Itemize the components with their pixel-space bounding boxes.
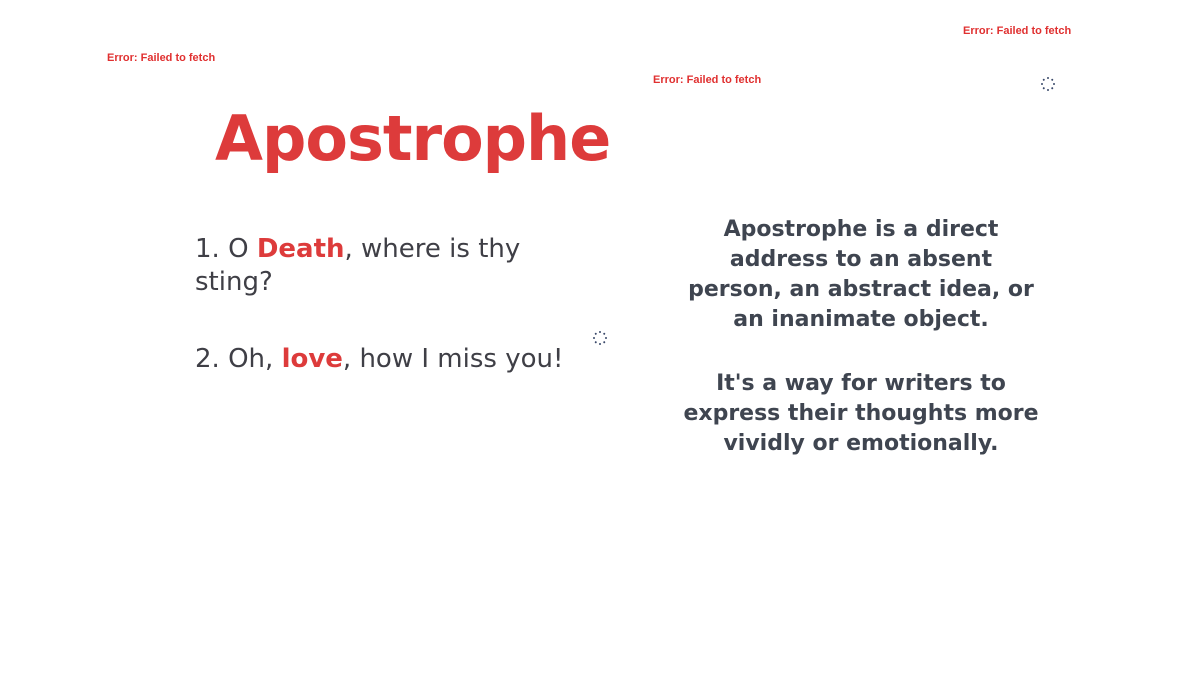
example-text-after: , how I miss you! (342, 344, 564, 374)
error-toast: Error: Failed to fetch (963, 25, 1072, 37)
explanation-text: It's a way for writers to express their thoughts more vividly or emotionally. (683, 371, 1039, 456)
page-title: Apostrophe (215, 102, 611, 175)
definition-text: Apostrophe is a direct address to an absent person, an abstract idea, or an inanimate object. (688, 217, 1034, 332)
example-text-before: O (228, 234, 257, 264)
list-item (195, 233, 585, 299)
example-highlight: Death (256, 234, 345, 264)
loading-spinner-icon (1041, 77, 1055, 91)
loading-spinner-icon (593, 331, 607, 345)
example-text-after: , where is thy sting? (195, 234, 521, 297)
error-toast: Error: Failed to fetch (107, 52, 216, 64)
list-item (195, 343, 585, 376)
example-list (195, 233, 585, 376)
example-number: 1. (195, 234, 229, 264)
example-number: 2. (195, 344, 229, 374)
example-text-before: Oh, (228, 344, 282, 374)
left-column (195, 102, 611, 376)
error-toast: Error: Failed to fetch (653, 74, 762, 86)
right-column (680, 215, 1042, 459)
example-highlight: love (281, 344, 343, 374)
